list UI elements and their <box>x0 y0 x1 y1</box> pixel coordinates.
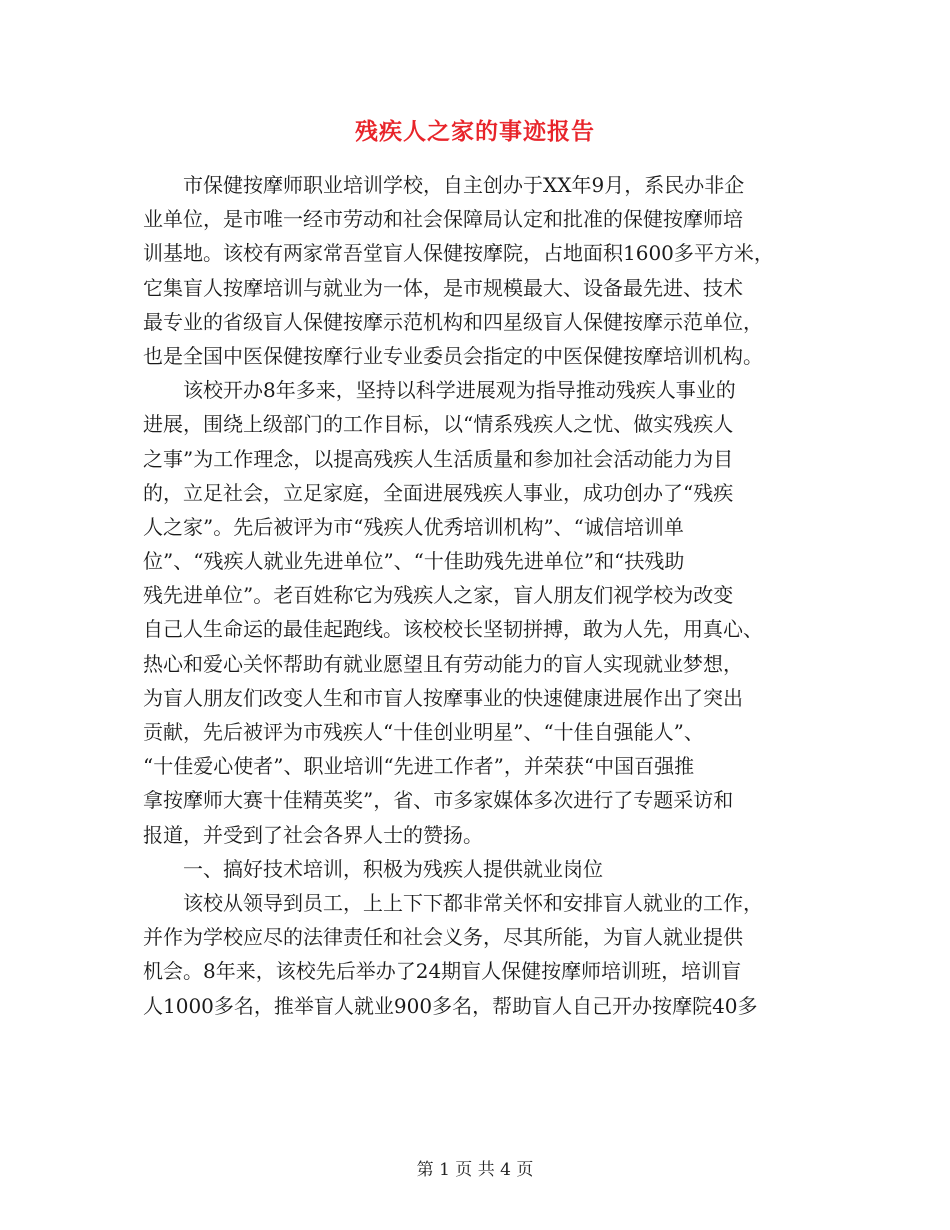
body-line: 为盲人朋友们改变人生和市盲人按摩事业的快速健康进展作出了突出 <box>143 685 743 710</box>
body-line: 拿按摩师大赛十佳精英奖”，省、市多家媒体多次进行了专题采访和 <box>143 788 734 813</box>
body-line: 训基地。该校有两家常吾堂盲人保健按摩院，占地面积1600多平方米， <box>143 241 774 266</box>
body-line: 市保健按摩师职业培训学校，自主创办于XX年9月，系民办非企 <box>143 173 745 197</box>
body-line: 并作为学校应尽的法律责任和社会义务，尽其所能，为盲人就业提供 <box>143 925 743 950</box>
body-line: 最专业的省级盲人保健按摩示范机构和四星级盲人保健按摩示范单位， <box>143 309 763 334</box>
body-line: 它集盲人按摩培训与就业为一体，是市规模最大、设备最先进、技术 <box>143 275 743 300</box>
body-line: 自己人生命运的最佳起跑线。该校校长坚韧拼搏，敢为人先，用真心、 <box>143 617 763 642</box>
body-line: 位”、“残疾人就业先进单位”、“十佳助残先进单位”和“扶残助 <box>143 549 685 574</box>
body-line: 业单位，是市唯一经市劳动和社会保障局认定和批准的保健按摩师培 <box>143 207 743 232</box>
body-line: 人1000多名，推举盲人就业900多名，帮助盲人自己开办按摩院40多 <box>143 993 758 1018</box>
body-line: “十佳爱心使者”、职业培训“先进工作者”，并荣获“中国百强推 <box>143 754 695 779</box>
body-line: 也是全国中医保健按摩行业专业委员会指定的中医保健按摩培训机构。 <box>143 343 763 368</box>
body-line: 人之家”。先后被评为市“残疾人优秀培训机构”、“诚信培训单 <box>143 514 684 539</box>
body-line: 贡献，先后被评为市残疾人“十佳创业明星”、“十佳自强能人”、 <box>143 720 704 744</box>
document-body <box>143 168 813 1023</box>
body-line: 报道，并受到了社会各界人士的赞扬。 <box>143 822 483 847</box>
body-line: 热心和爱心关怀帮助有就业愿望且有劳动能力的盲人实现就业梦想， <box>143 651 743 676</box>
body-line: 机会。8年来，该校先后举办了24期盲人保健按摩师培训班，培训盲 <box>143 959 742 984</box>
section-heading: 一、搞好技术培训，积极为残疾人提供就业岗位 <box>143 856 603 881</box>
body-line: 该校开办8年多来，坚持以科学进展观为指导推动残疾人事业的 <box>143 378 736 403</box>
document-title: 残疾人之家的事迹报告 <box>355 118 595 145</box>
body-line: 进展，围绕上级部门的工作目标，以“情系残疾人之忧、做实残疾人 <box>143 412 734 437</box>
page-number-footer: 第 1 页 共 4 页 <box>416 1160 534 1180</box>
body-line: 该校从领导到员工，上上下下都非常关怀和安排盲人就业的工作， <box>143 890 763 915</box>
body-line: 的，立足社会，立足家庭，全面进展残疾人事业，成功创办了“残疾 <box>143 480 734 505</box>
body-line: 残先进单位”。老百姓称它为残疾人之家，盲人朋友们视学校为改变 <box>143 583 734 608</box>
body-line: 之事”为工作理念，以提高残疾人生活质量和参加社会活动能力为目 <box>143 446 734 471</box>
